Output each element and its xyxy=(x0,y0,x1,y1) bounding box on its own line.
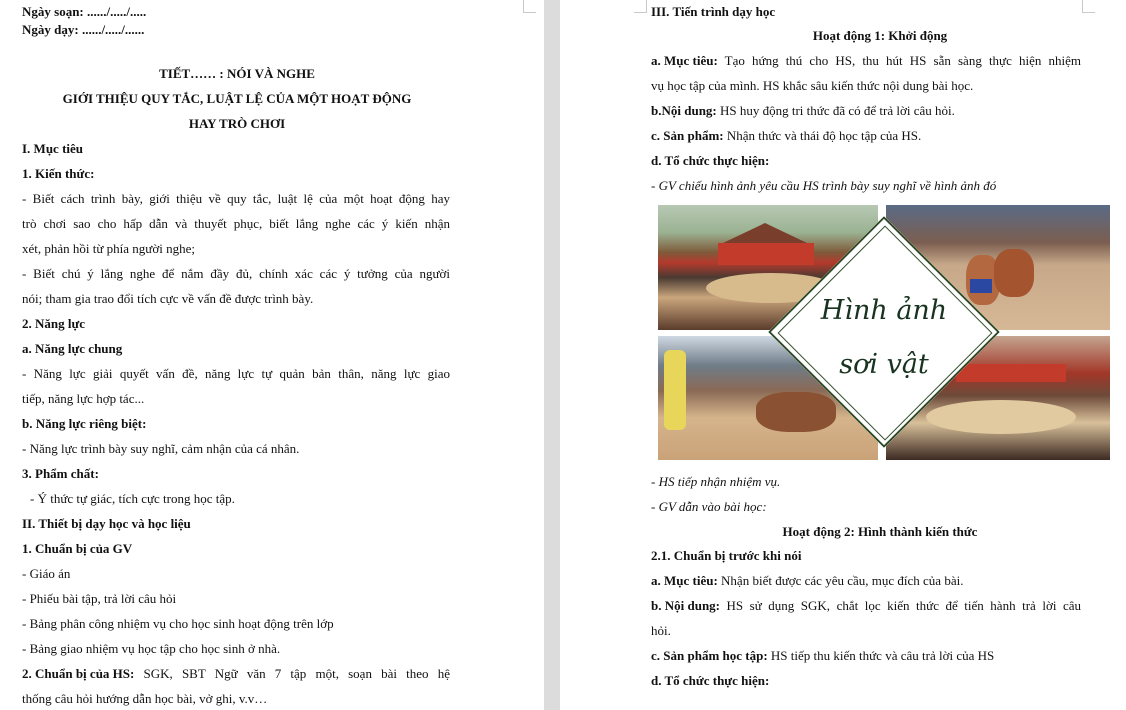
crop-mark xyxy=(523,0,536,13)
heading-objectives: I. Mục tiêu xyxy=(22,141,84,156)
paragraph-line xyxy=(651,648,994,664)
product-text: Nhận thức và thái độ học tập của HS. xyxy=(723,128,922,143)
date-taught: Ngày dạy: ....../...../...... xyxy=(22,22,145,37)
label-objective: a. Mục tiêu: xyxy=(651,573,718,588)
heading-equipment: II. Thiết bị dạy học và học liệu xyxy=(22,516,191,531)
heading-prep-before-speaking: 2.1. Chuẩn bị trước khi nói xyxy=(651,548,802,563)
content-text: HS sử dụng SGK, chắt lọc kiến thức để tiến hành trả lời câu xyxy=(720,598,1081,613)
paragraph-line xyxy=(651,128,921,144)
label-organization: d. Tổ chức thực hiện: xyxy=(651,153,770,168)
paragraph-line: - GV dẫn vào bài học: xyxy=(651,499,767,514)
student-prep-text: SGK, SBT Ngữ văn 7 tập một, soạn bài theo hệ xyxy=(134,666,450,681)
product-text: HS tiếp thu kiến thức và câu trả lời của HS xyxy=(767,648,995,663)
paragraph-line: - Năng lực giải quyết vấn đề, năng lực tự quản bản thân, năng lực giao xyxy=(22,366,450,381)
paragraph-line xyxy=(22,666,450,682)
list-item: - Giáo án xyxy=(22,566,71,581)
label-objective: a. Mục tiêu: xyxy=(651,53,718,68)
paragraph-line xyxy=(651,598,1081,614)
image-caption-line2: sơi vật xyxy=(839,349,929,380)
paragraph-line xyxy=(651,103,955,119)
paragraph-line: trò chơi sao cho hấp dẫn và thuyết phục, biết lắng nghe các ý kiến nhận xyxy=(22,216,450,231)
document-page-right xyxy=(560,0,1126,710)
paragraph-line: tiếp, năng lực hợp tác... xyxy=(22,391,145,406)
paragraph-line: hỏi. xyxy=(651,623,671,638)
objective-text: Nhận biết được các yêu cầu, mục đích của bài. xyxy=(717,573,964,588)
crop-mark xyxy=(634,0,647,13)
heading-qualities: 3. Phẩm chất: xyxy=(22,466,99,481)
paragraph-line xyxy=(651,573,963,589)
document-page-left xyxy=(0,0,544,710)
objective-text: Tạo hứng thú cho HS, thu hút HS sẵn sàng thực hiện nhiệm xyxy=(717,53,1081,68)
label-organization: d. Tổ chức thực hiện: xyxy=(651,673,770,688)
lesson-subtitle-cont: HAY TRÒ CHƠI xyxy=(188,116,286,131)
paragraph-line: vụ học tập của mình. HS khắc sâu kiến thức nội dung bài học. xyxy=(651,78,974,93)
heading-knowledge: 1. Kiến thức: xyxy=(22,166,95,181)
label-content: b. Nội dung: xyxy=(651,598,720,613)
activity-1-title: Hoạt động 1: Khởi động xyxy=(812,28,948,43)
paragraph-line: - Biết chú ý lắng nghe để nắm đầy đủ, chính xác các ý tưởng của người xyxy=(22,266,450,281)
list-item: - Phiếu bài tập, trả lời câu hỏi xyxy=(22,591,177,606)
paragraph-line: nói; tham gia trao đổi tích cực về vấn đề được trình bày. xyxy=(22,291,314,306)
label-product: c. Sản phẩm học tập: xyxy=(651,648,768,663)
paragraph-line: - HS tiếp nhận nhiệm vụ. xyxy=(651,474,781,489)
heading-procedure: III. Tiến trình dạy học xyxy=(651,4,776,19)
paragraph-line: - GV chiếu hình ảnh yêu cầu HS trình bày suy nghĩ về hình ảnh đó xyxy=(651,178,997,193)
heading-specific-competence: b. Năng lực riêng biệt: xyxy=(22,416,147,431)
label-product: c. Sản phẩm: xyxy=(651,128,724,143)
paragraph-line: xét, phản hồi từ phía người nghe; xyxy=(22,241,195,256)
gutter-left xyxy=(544,0,560,710)
heading-teacher-prep: 1. Chuẩn bị của GV xyxy=(22,541,133,556)
heading-general-competence: a. Năng lực chung xyxy=(22,341,123,356)
paragraph-line xyxy=(651,53,1081,69)
paragraph-line: - Biết cách trình bày, giới thiệu về quy tắc, luật lệ của một hoạt động hay xyxy=(22,191,450,206)
date-prepared: Ngày soạn: ....../...../..... xyxy=(22,4,147,19)
activity-2-title: Hoạt động 2: Hình thành kiến thức xyxy=(782,524,978,539)
content-text: HS huy động tri thức đã có để trả lời câu hỏi. xyxy=(716,103,955,118)
lesson-title: TIẾT…… : NÓI VÀ NGHE xyxy=(159,66,315,81)
image-caption-line1: Hình ảnh xyxy=(820,295,948,326)
heading-student-prep: 2. Chuẩn bị của HS: xyxy=(22,666,135,681)
paragraph-line: thống câu hỏi hướng dẫn học bài, vở ghi, v.v… xyxy=(22,691,268,706)
wrestling-image-collage xyxy=(658,205,1110,460)
lesson-subtitle: GIỚI THIỆU QUY TẮC, LUẬT LỆ CỦA MỘT HOẠT ĐỘNG xyxy=(62,91,412,106)
label-content: b.Nội dung: xyxy=(651,103,717,118)
heading-competence: 2. Năng lực xyxy=(22,316,86,331)
crop-mark xyxy=(1082,0,1095,13)
list-item: - Bảng phân công nhiệm vụ cho học sinh hoạt động trên lớp xyxy=(22,616,334,631)
paragraph-line: - Ý thức tự giác, tích cực trong học tập. xyxy=(30,491,235,506)
paragraph-line: - Năng lực trình bày suy nghĩ, cảm nhận của cá nhân. xyxy=(22,441,300,456)
list-item: - Bảng giao nhiệm vụ học tập cho học sinh ở nhà. xyxy=(22,641,281,656)
